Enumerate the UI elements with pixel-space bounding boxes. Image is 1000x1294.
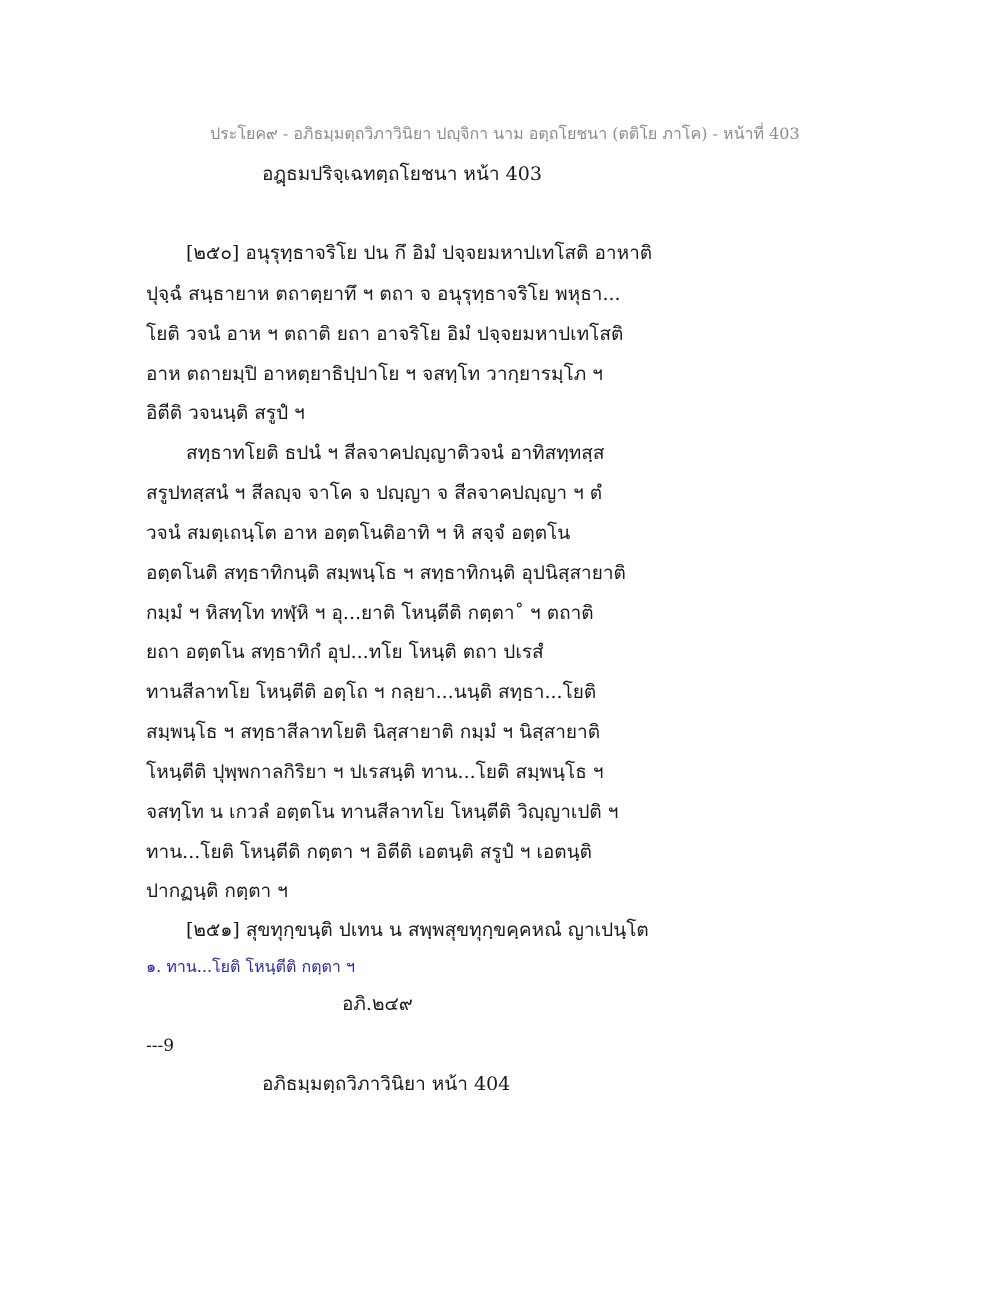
next-page-title: อภิธมฺมตฺถวิภาวินิยา หน้า 404 [262, 1073, 511, 1095]
body-line: ปุจฺฉํ สนฺธายาห ตถาตฺยาทึ ฯ ตถา จ อนุรุทฺธาจริโย พหุธา... [146, 283, 621, 305]
body-line: โยติ วจนํ อาห ฯ ตถาติ ยถา อาจริโย อิมํ ปจฺจยมหาปเทโสติ [146, 323, 624, 345]
body-line: โหนฺตีติ ปุพฺพกาลกิริยา ฯ ปเรสนฺติ ทาน...โยติ สมฺพนฺโธ ฯ [146, 761, 604, 783]
body-line: ยถา อตฺตโน สทฺธาทิกํ อุป...ทโย โหนฺติ ตถา ปเรสํ [146, 641, 544, 663]
body-line: อตฺตโนติ สทฺธาทิกนฺติ สมฺพนฺโธ ฯ สทฺธาทิกนฺติ อุปนิสฺสายาติ [146, 562, 626, 584]
footnote: ๑. ทาน...โยติ โหนฺตีติ กตฺตา ฯ [146, 957, 355, 976]
body-line: ทานสีลาทโย โหนฺตีติ อตฺโถ ฯ กลฺยา...นนฺติ สทฺธา...โยติ [146, 681, 597, 703]
body-line: สรูปทสฺสนํ ฯ สีลญฺจ จาโค จ ปญฺญา จ สีลจาคปญฺญา ฯ ตํ [146, 482, 603, 504]
page-break-marker: ---9 [146, 1036, 175, 1056]
body-line: อาห ตถายมฺปิ อาหตฺยาธิปฺปาโย ฯ จสทฺโท วากฺยารมฺโภ ฯ [146, 363, 603, 385]
body-line: [๒๕๑] สุขทุกฺขนฺติ ปเทน น สพฺพสุขทุกฺขคฺคหณํ ญาเปนฺโต [186, 919, 649, 941]
body-line: สมฺพนฺโธ ฯ สทฺธาสีลาทโยติ นิสฺสายาติ กมฺมํ ฯ นิสฺสายาติ [146, 721, 601, 743]
body-line: จสทฺโท น เกวลํ อตฺตโน ทานสีลาทโย โหนฺตีติ วิญฺญาเปติ ฯ [146, 801, 619, 823]
body-line: อิตีติ วจนนฺติ สรูปํ ฯ [146, 402, 305, 424]
body-line: กมฺมํ ฯ หิสทฺโท ทฬฺหิ ฯ อุ...ยาติ โหนฺตีติ กตฺตา˚ ฯ ตถาติ [146, 602, 594, 624]
body-line: วจนํ สมตฺเถนฺโต อาห อตฺตโนติอาทิ ฯ หิ สจฺจํ อตฺตโน [146, 522, 571, 544]
body-line: สทฺธาทโยติ ธปนํ ฯ สีลจาคปญฺญาติวจนํ อาทิสทฺทสฺส [186, 442, 605, 464]
running-header: ประโยค๙ - อภิธมฺมตฺถวิภาวินิยา ปญฺจิกา นาม อตฺถโยชนา (ตติโย ภาโค) - หน้าที่ 403 [210, 124, 800, 143]
body-line: [๒๕๐] อนุรุทฺธาจริโย ปน กึ อิมํ ปจฺจยมหาปเทโสติ อาหาติ [186, 242, 653, 264]
body-line: ทาน...โยติ โหนฺตีติ กตฺตา ฯ อิตีติ เอตนฺติ สรูปํ ฯ เอตนฺติ [146, 841, 592, 863]
page-reference: อภิ.๒๔๙ [342, 993, 413, 1015]
body-line: ปากฏนฺติ กตฺตา ฯ [146, 880, 288, 902]
page-title: อฎฺธมปริจฺเฉทตฺถโยชนา หน้า 403 [262, 163, 542, 185]
